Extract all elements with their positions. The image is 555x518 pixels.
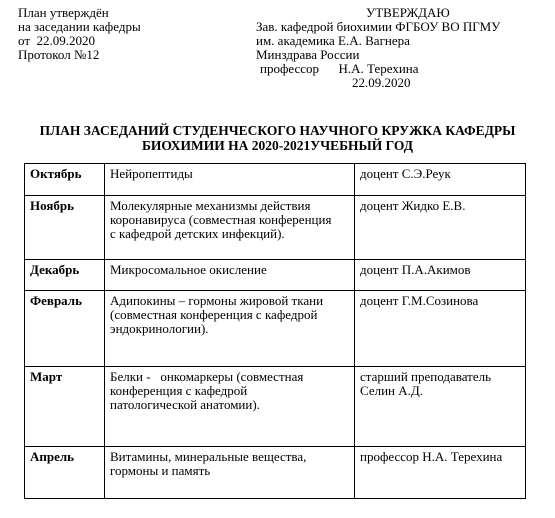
table-row xyxy=(25,291,526,367)
approve-heading: УТВЕРЖДАЮ xyxy=(366,5,450,20)
schedule-table xyxy=(24,163,526,499)
speaker-line: доцент Г.М.Созинова xyxy=(360,293,479,308)
month-label: Февраль xyxy=(30,293,82,308)
topic-line: гормоны и память xyxy=(110,463,211,478)
topic-line: Адипокины – гормоны жировой ткани xyxy=(110,293,324,308)
topic-line: Белки - онкомаркеры (совместная xyxy=(110,369,304,384)
table-row xyxy=(25,164,526,196)
topic-cell xyxy=(105,196,355,260)
topic-line: коронавируса (совместная конференция xyxy=(110,212,332,227)
table-row xyxy=(25,260,526,291)
speaker-cell xyxy=(355,367,526,447)
speaker-cell xyxy=(355,291,526,367)
protocol-number: Протокол №12 xyxy=(18,47,100,62)
topic-line: конференция с кафедрой xyxy=(110,383,248,398)
speaker-line: доцент Жидко Е.В. xyxy=(360,198,466,213)
approval-date: 22.09.2020 xyxy=(352,75,411,90)
approval-note-line: на заседании кафедры xyxy=(18,19,141,34)
speaker-line: профессор Н.А. Терехина xyxy=(360,449,503,464)
approval-note-line: План утверждён xyxy=(18,5,109,20)
month-cell xyxy=(25,260,105,291)
speaker-cell xyxy=(355,260,526,291)
speaker-cell xyxy=(355,447,526,499)
approval-note-date: от 22.09.2020 xyxy=(18,33,96,48)
topic-cell xyxy=(105,291,355,367)
topic-line: с кафедрой детских инфекций). xyxy=(110,226,285,241)
table-row xyxy=(25,196,526,260)
speaker-cell xyxy=(355,164,526,196)
topic-cell xyxy=(105,164,355,196)
speaker-cell xyxy=(355,196,526,260)
topic-cell xyxy=(105,447,355,499)
document-title xyxy=(0,123,555,153)
document-title-line: БИОХИМИИ НА 2020-2021УЧЕБНЫЙ ГОД xyxy=(141,138,414,153)
topic-line: Микросомальное окисление xyxy=(110,262,267,277)
speaker-line: доцент С.Э.Реук xyxy=(360,166,451,181)
month-label: Апрель xyxy=(30,449,75,464)
month-cell xyxy=(25,291,105,367)
approver-position: Зав. кафедрой биохимии ФГБОУ ВО ПГМУ xyxy=(256,19,501,34)
speaker-line: доцент П.А.Акимов xyxy=(360,262,471,277)
speaker-line: Селин А.Д. xyxy=(360,383,424,398)
topic-line: Молекулярные механизмы действия xyxy=(110,198,311,213)
topic-cell xyxy=(105,367,355,447)
month-label: Март xyxy=(30,369,63,384)
approval-block xyxy=(256,6,546,90)
table-row xyxy=(25,447,526,499)
approver-name: профессор Н.А. Терехина xyxy=(260,61,419,76)
topic-line: эндокринологии). xyxy=(110,321,209,336)
approver-ministry: Минздрава России xyxy=(256,47,360,62)
table-row xyxy=(25,367,526,447)
approver-institution: им. академика Е.А. Вагнера xyxy=(256,33,410,48)
document-title-line: ПЛАН ЗАСЕДАНИЙ СТУДЕНЧЕСКОГО НАУЧНОГО КРУЖКА КАФЕДРЫ xyxy=(39,123,516,138)
speaker-line: старший преподаватель xyxy=(360,369,492,384)
topic-line: Витамины, минеральные вещества, xyxy=(110,449,307,464)
topic-cell xyxy=(105,260,355,291)
month-cell xyxy=(25,447,105,499)
topic-line: Нейропептиды xyxy=(110,166,193,181)
approval-note xyxy=(18,6,141,62)
month-label: Декабрь xyxy=(30,262,80,277)
month-cell xyxy=(25,164,105,196)
topic-line: патологической анатомии). xyxy=(110,397,260,412)
month-cell xyxy=(25,196,105,260)
month-cell xyxy=(25,367,105,447)
month-label: Октябрь xyxy=(30,166,82,181)
topic-line: (совместная конференция с кафедрой xyxy=(110,307,318,322)
month-label: Ноябрь xyxy=(30,198,75,213)
